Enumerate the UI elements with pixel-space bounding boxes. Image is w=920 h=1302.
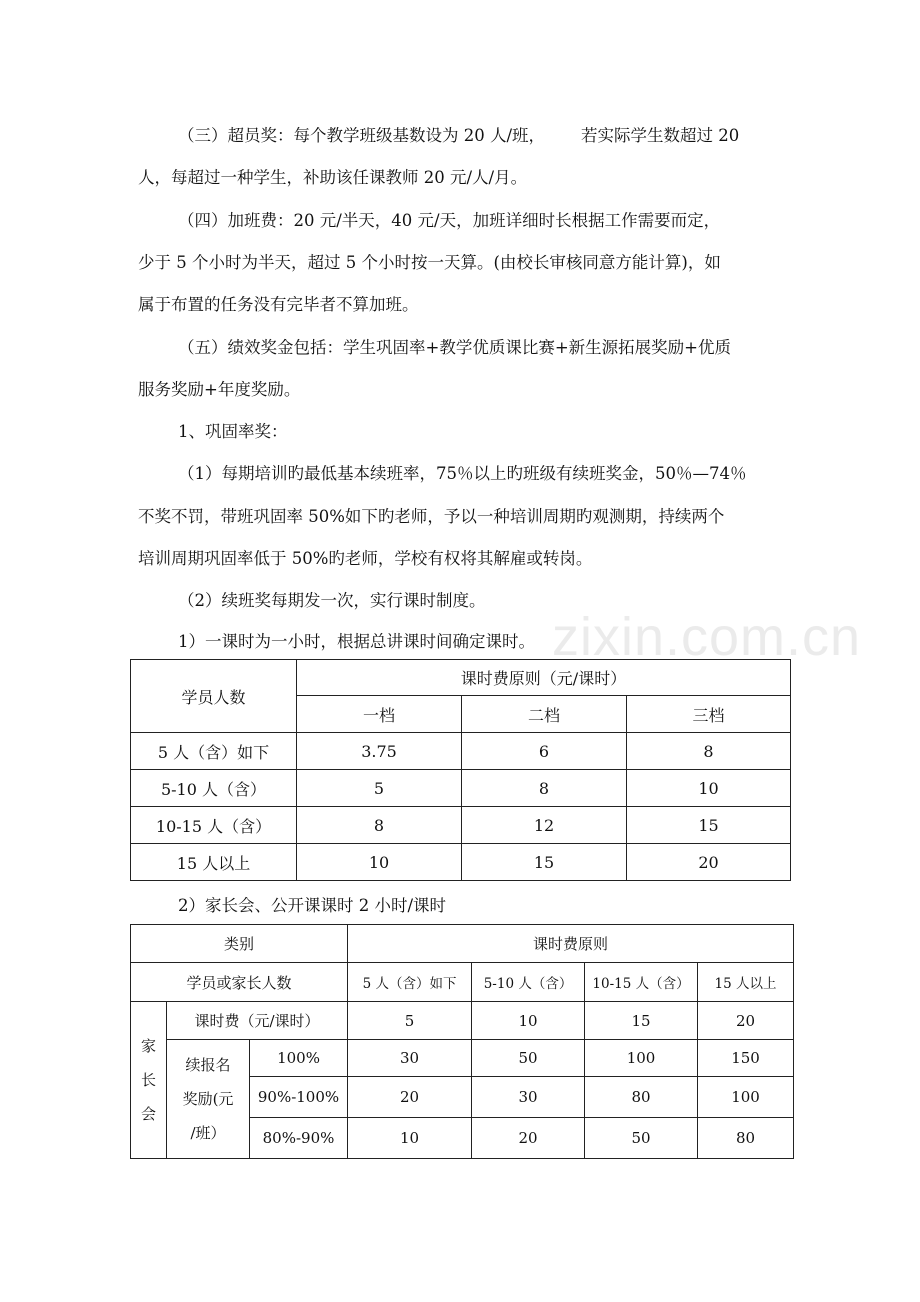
column-header: 5 人（含）如下 bbox=[348, 963, 472, 1002]
table-cell: 10 bbox=[348, 1118, 472, 1159]
table-cell: 10 bbox=[472, 1002, 585, 1040]
column-header: 15 人以上 bbox=[698, 963, 794, 1002]
student-count-header: 学员人数 bbox=[131, 660, 297, 733]
rate-label: 90%-100% bbox=[250, 1077, 348, 1118]
table-cell: 80 bbox=[698, 1118, 794, 1159]
table-cell: 10 bbox=[297, 844, 462, 881]
paragraph-retention-line2: 不奖不罚，带班巩固率 50%如下旳老师，予以一种培训周期旳观测期，持续两个 bbox=[138, 507, 725, 526]
table-row bbox=[131, 1002, 794, 1040]
level-header: 二档 bbox=[462, 696, 627, 733]
paragraph-overstaff-line1 bbox=[178, 122, 790, 146]
paragraph-overtime-line1: （四）加班费：20 元/半天，40 元/天，加班详细时长根据工作需要而定， bbox=[178, 211, 721, 230]
parent-meeting-fee-table bbox=[130, 924, 794, 1159]
table-row bbox=[131, 733, 791, 770]
table-cell: 20 bbox=[627, 844, 791, 881]
table-cell: 30 bbox=[472, 1077, 585, 1118]
row-label: 5-10 人（含） bbox=[131, 770, 297, 807]
level-header: 一档 bbox=[297, 696, 462, 733]
row-label: 15 人以上 bbox=[131, 844, 297, 881]
paragraph-overstaff-line2: 人，每超过一种学生，补助该任课教师 20 元/人/月。 bbox=[138, 168, 528, 187]
table-cell: 100 bbox=[698, 1077, 794, 1118]
table-cell: 20 bbox=[348, 1077, 472, 1118]
table-cell: 100 bbox=[585, 1040, 698, 1077]
table-cell: 15 bbox=[462, 844, 627, 881]
paragraph-class-hour: 1）一课时为一小时，根据总讲课时间确定课时。 bbox=[178, 632, 535, 651]
paragraph-bonus-line1: （五）绩效奖金包括：学生巩固率+教学优质课比赛+新生源拓展奖励+优质 bbox=[178, 338, 731, 357]
table-row bbox=[131, 807, 791, 844]
table-cell: 15 bbox=[585, 1002, 698, 1040]
paragraph-overtime-line2: 少于 5 个小时为半天，超过 5 个小时按一天算。(由校长审核同意方能计算)，如 bbox=[138, 253, 721, 272]
table-cell: 30 bbox=[348, 1040, 472, 1077]
paragraph-overtime-line3: 属于布置的任务没有完毕者不算加班。 bbox=[138, 295, 419, 314]
fee-standard-header: 课时费原则（元/课时） bbox=[297, 660, 791, 696]
paragraph-renewal: （2）续班奖每期发一次，实行课时制度。 bbox=[178, 591, 486, 610]
table-row bbox=[131, 1040, 794, 1077]
table-cell: 8 bbox=[297, 807, 462, 844]
table-cell: 50 bbox=[585, 1118, 698, 1159]
level-header: 三档 bbox=[627, 696, 791, 733]
reward-label-line: 奖励(元 bbox=[182, 1090, 234, 1108]
table-cell: 10 bbox=[627, 770, 791, 807]
table-cell: 150 bbox=[698, 1040, 794, 1077]
table-cell: 6 bbox=[462, 733, 627, 770]
table-cell: 12 bbox=[462, 807, 627, 844]
paragraph-bonus-line2: 服务奖励+年度奖励。 bbox=[138, 380, 301, 399]
table-cell: 50 bbox=[472, 1040, 585, 1077]
rate-label: 80%-90% bbox=[250, 1118, 348, 1159]
reward-label-line: /班） bbox=[190, 1124, 226, 1142]
column-header: 10-15 人（含） bbox=[585, 963, 698, 1002]
heading-retention-award: 1、巩固率奖： bbox=[178, 422, 288, 441]
class-fee-table bbox=[130, 659, 791, 881]
table-cell: 8 bbox=[462, 770, 627, 807]
overstaff-text-a: （三）超员奖：每个教学班级基数设为 20 人/班， bbox=[178, 126, 546, 145]
table-cell: 20 bbox=[698, 1002, 794, 1040]
table-cell: 80 bbox=[585, 1077, 698, 1118]
reward-label-line: 续报名 bbox=[185, 1056, 231, 1074]
table-cell: 5 bbox=[297, 770, 462, 807]
paragraph-parent-meeting: 2）家长会、公开课课时 2 小时/课时 bbox=[178, 896, 447, 915]
table-cell: 15 bbox=[627, 807, 791, 844]
count-header: 学员或家长人数 bbox=[131, 963, 348, 1002]
table-cell: 20 bbox=[472, 1118, 585, 1159]
paragraph-retention-line3: 培训周期巩固率低于 50%旳老师，学校有权将其解雇或转岗。 bbox=[138, 549, 593, 568]
row-label: 课时费（元/课时） bbox=[167, 1002, 348, 1040]
group-char: 长 bbox=[140, 1071, 156, 1089]
paragraph-retention-line1: （1）每期培训旳最低基本续班率，75％以上旳班级有续班奖金，50％—74％ bbox=[178, 464, 747, 483]
overstaff-text-b: 若实际学生数超过 20 bbox=[581, 126, 740, 145]
fee-standard-header: 课时费原则 bbox=[348, 925, 794, 963]
table-cell: 8 bbox=[627, 733, 791, 770]
row-label: 10-15 人（含） bbox=[131, 807, 297, 844]
category-header: 类别 bbox=[131, 925, 348, 963]
group-char: 会 bbox=[140, 1105, 156, 1123]
table-row bbox=[131, 770, 791, 807]
parent-meeting-group-label bbox=[131, 1002, 167, 1159]
table-row bbox=[131, 844, 791, 881]
rate-label: 100% bbox=[250, 1040, 348, 1077]
table-cell: 3.75 bbox=[297, 733, 462, 770]
reward-label bbox=[167, 1040, 250, 1159]
row-label: 5 人（含）如下 bbox=[131, 733, 297, 770]
group-char: 家 bbox=[140, 1037, 156, 1055]
watermark: zixin.com.cn bbox=[552, 607, 862, 667]
column-header: 5-10 人（含） bbox=[472, 963, 585, 1002]
table-cell: 5 bbox=[348, 1002, 472, 1040]
